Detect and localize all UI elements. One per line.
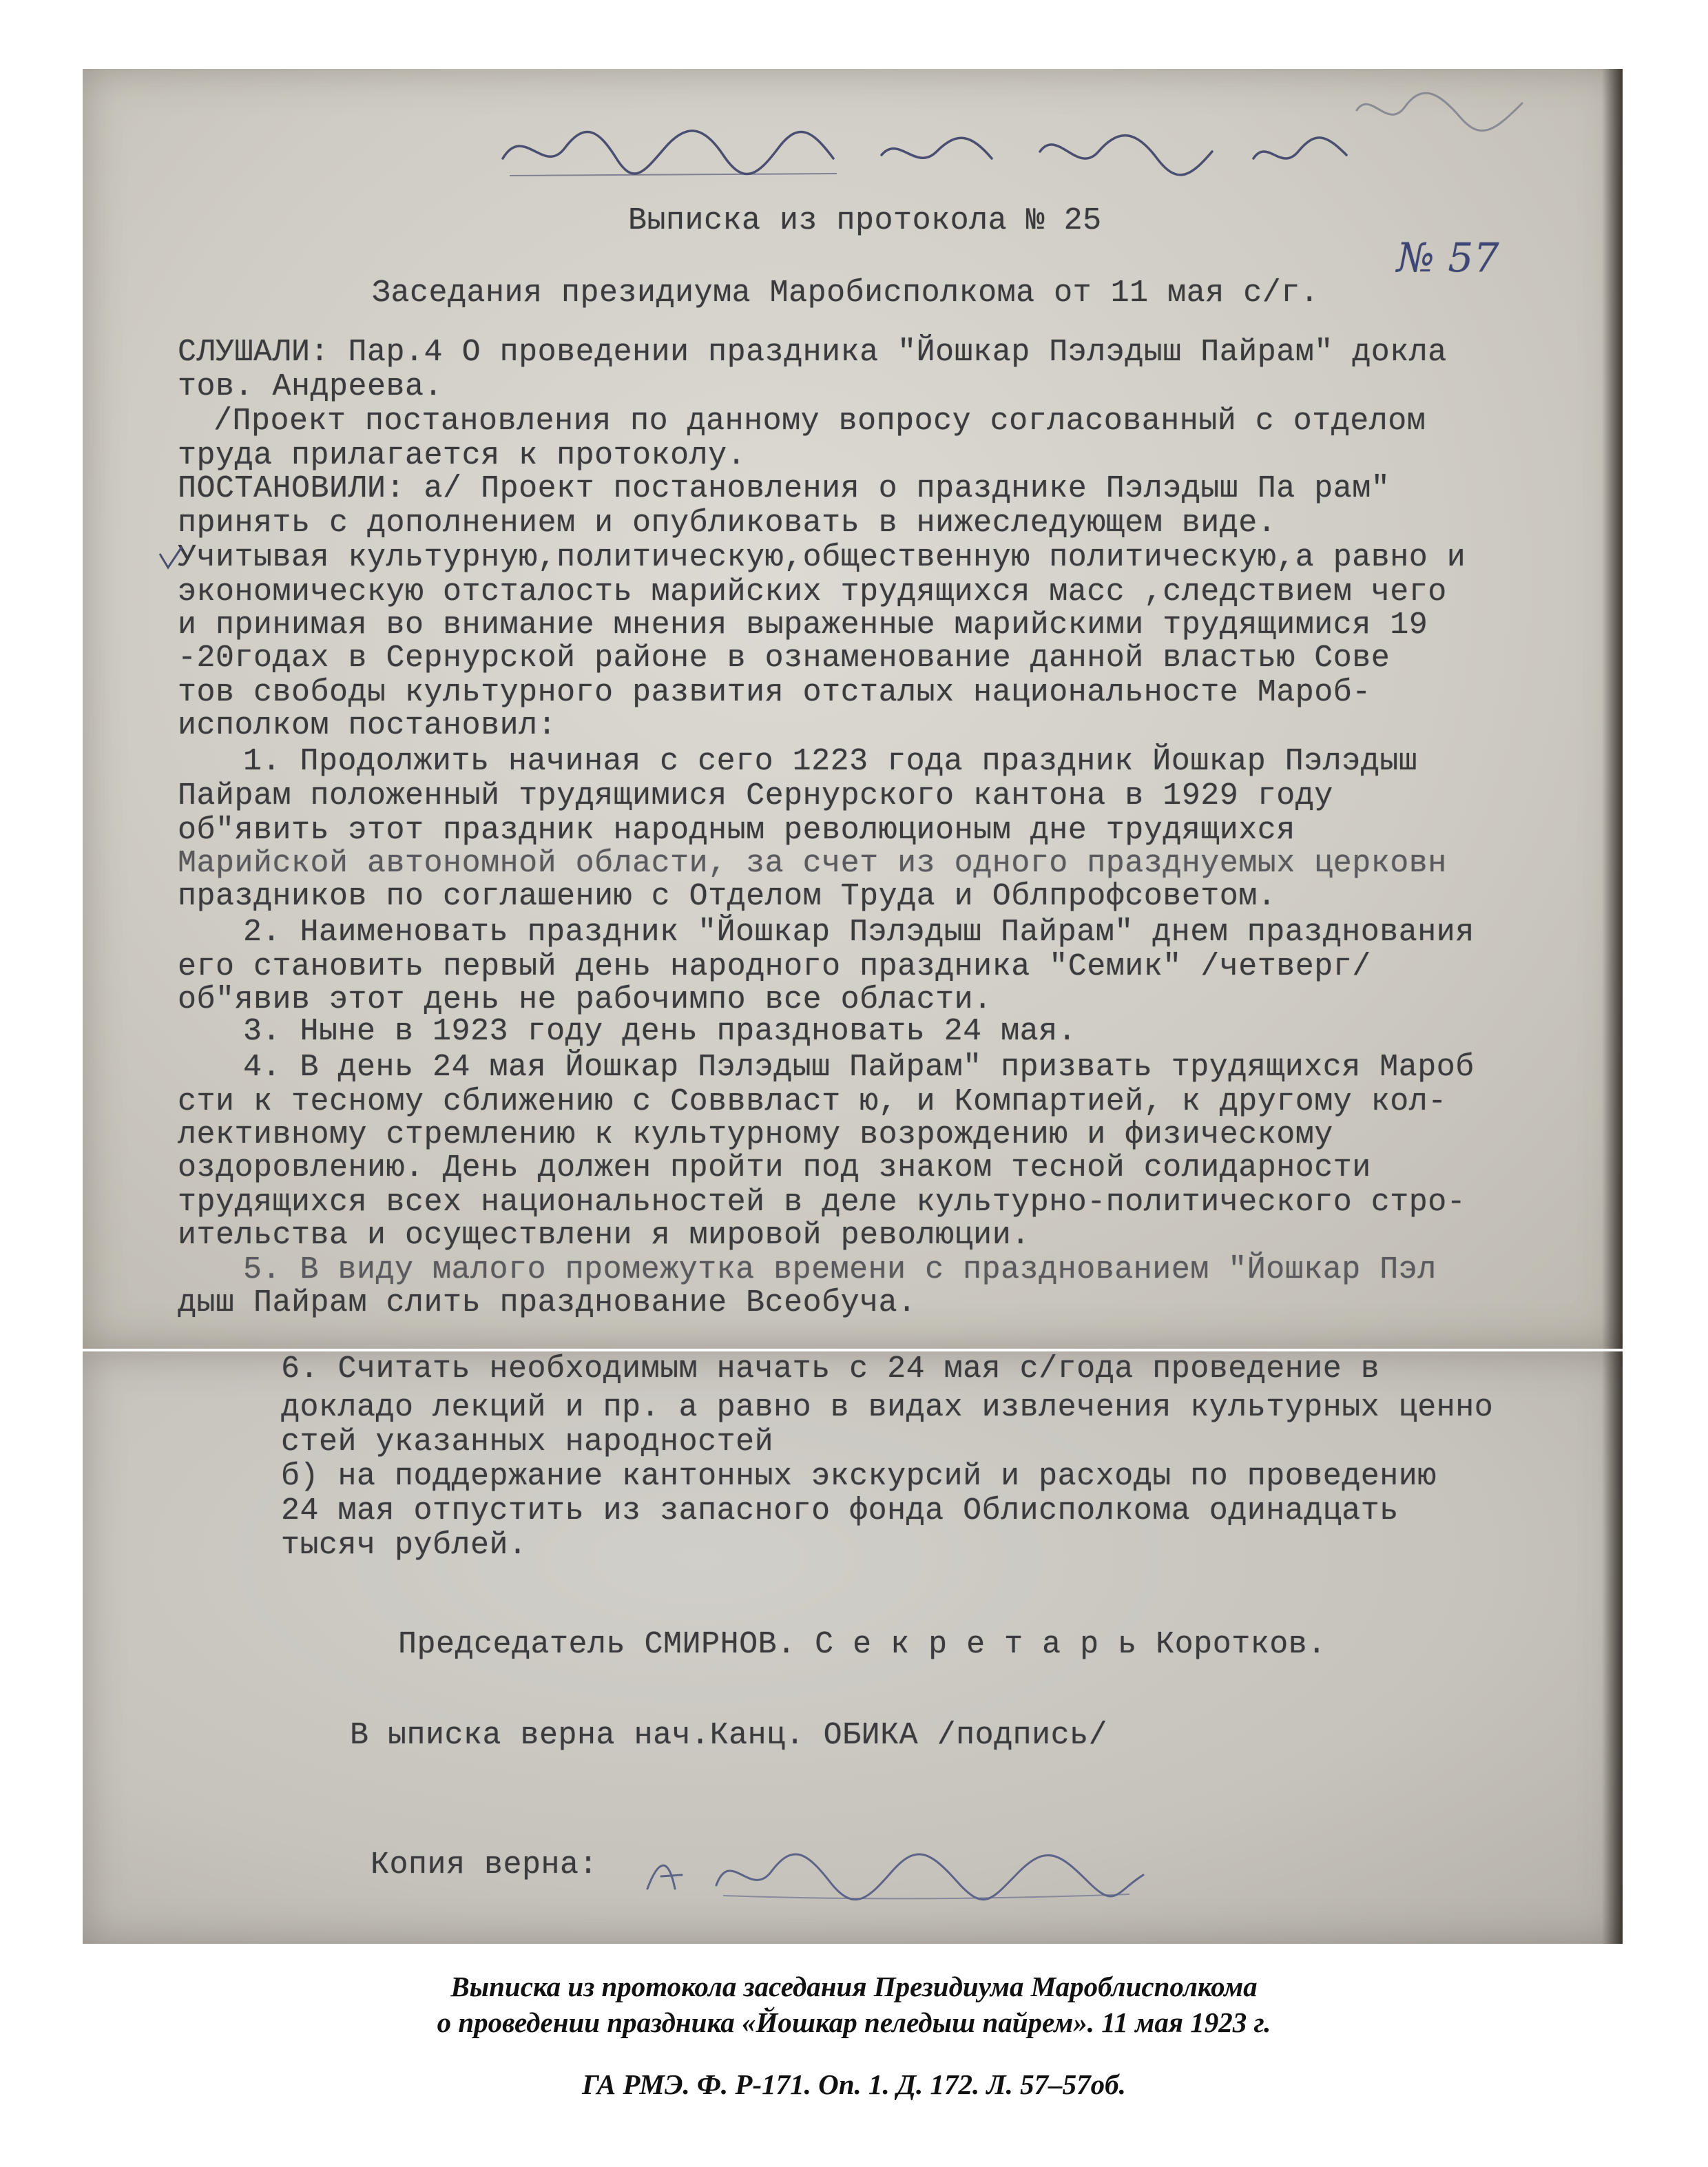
- handwritten-annotation: [496, 110, 1405, 193]
- text-line: дыш Пайрам слить празднование Всеобуча.: [178, 1285, 917, 1320]
- document-page-57-verso: [83, 1351, 1623, 1944]
- copy-certified-line: Копия верна:: [371, 1847, 598, 1883]
- document-page-57: [83, 69, 1623, 1349]
- document-caption: [0, 1969, 1708, 2102]
- text-line: исполком постановил:: [178, 708, 557, 743]
- text-line: 1. Продолжить начиная с сего 1223 года праздник Йошкар Пэлэдыш: [243, 744, 1418, 779]
- text-line: трудящихся всех национальностей в деле культурно-политического стро-: [178, 1185, 1466, 1220]
- caption-archive-reference: ГА РМЭ. Ф. Р-171. Оп. 1. Д. 172. Л. 57–57об.: [582, 2068, 1126, 2100]
- text-line: 6. Считать необходимым начать с 24 мая с/года проведение в: [281, 1351, 1380, 1387]
- text-line: сти к тесному сближению с Совввласт ю, и Компартией, к другому кол-: [178, 1084, 1447, 1119]
- text-line: об"явив этот день не рабочимпо все области.: [178, 982, 992, 1017]
- text-line: Марийской автономной области, за счет из одного празднуемых церковн: [178, 846, 1447, 881]
- text-line: докладо лекций и пр. а равно в видах извлечения культурных ценно: [281, 1390, 1494, 1425]
- text-line: оздоровлению. День должен пройти под знаком тесной солидарности: [178, 1150, 1371, 1185]
- text-line: б) на поддержание кантонных экскурсий и расходы по проведению: [281, 1459, 1437, 1494]
- text-line: его становить первый день народного праздника "Семик" /четверг/: [178, 949, 1371, 984]
- text-line: тов свободы культурного развития отсталых национальносте Мароб-: [178, 675, 1371, 710]
- text-line: тов. Андреева.: [178, 369, 444, 404]
- margin-check-mark: [157, 544, 185, 572]
- signatories-line: Председатель СМИРНОВ. С е к р е т а р ь Коротков.: [398, 1627, 1326, 1662]
- text-line: праздников по соглашению с Отделом Труда и Облпрофсоветом.: [178, 879, 1277, 914]
- text-line: ПОСТАНОВИЛИ: а/ Проект постановления о празднике Пэлэдыш Па рам": [178, 471, 1391, 506]
- caption-title-line-1: Выписка из протокола заседания Президиума Мароблисполкома: [450, 1971, 1258, 2002]
- signature: [634, 1834, 1157, 1909]
- text-line: Учитывая культурную,политическую,общественную политическую,а равно и: [178, 540, 1466, 575]
- text-line: тысяч рублей.: [281, 1528, 528, 1563]
- page-edge-shadow: [1602, 1351, 1623, 1944]
- text-line: /Проект постановления по данному вопросу согласованный с отделом: [214, 404, 1426, 439]
- text-line: -20годах в Сернурской районе в ознаменование данной властью Сове: [178, 641, 1391, 676]
- text-line: стей указанных народностей: [281, 1424, 774, 1460]
- page-edge-shadow: [1602, 69, 1623, 1349]
- text-line: экономическую отсталость марийских трудящихся масс ,следствием чего: [178, 574, 1447, 610]
- text-line: 4. В день 24 мая Йошкар Пэлэдыш Пайрам" призвать трудящихся Мароб: [243, 1050, 1475, 1085]
- text-line: 5. В виду малого промежутка времени с празднованием "Йошкар Пэл: [243, 1252, 1437, 1287]
- text-line: принять с дополнением и опубликовать в нижеследующем виде.: [178, 506, 1277, 541]
- meeting-line: Заседания президиума Маробисполкома от 11 мая с/г.: [372, 276, 1320, 311]
- text-line: Пайрам положенный трудящимися Сернурского кантона в 1929 году: [178, 778, 1333, 813]
- text-line: 2. Наименовать праздник "Йошкар Пэлэдыш Пайрам" днем празднования: [243, 915, 1475, 950]
- text-line: труда прилагается к протоколу.: [178, 438, 747, 473]
- text-line: и принимая во внимание мнения выраженные марийскими трудящимися 19: [178, 608, 1428, 643]
- text-line: ительства и осуществлени я мировой революции.: [178, 1218, 1030, 1253]
- page-number-mark: № 57: [1397, 234, 1500, 281]
- text-line: 3. Ныне в 1923 году день праздновать 24 мая.: [243, 1014, 1077, 1049]
- text-line: об"явить этот праздник народным революционым дне трудящихся: [178, 813, 1295, 848]
- text-line: 24 мая отпустить из запасного фонда Облисполкома одинадцать: [281, 1493, 1399, 1528]
- handwritten-corner-note: [1350, 83, 1536, 145]
- caption-title-line-2: о проведении праздника «Йошкар пеледыш пайрем». 11 мая 1923 г.: [437, 2007, 1271, 2038]
- certification-line: В ыписка верна нач.Канц. ОБИКА /подпись/: [350, 1718, 1108, 1753]
- document-heading: Выписка из протокола № 25: [628, 203, 1102, 238]
- text-line: СЛУШАЛИ: Пар.4 О проведении праздника "Йошкар Пэлэдыш Пайрам" докла: [178, 335, 1447, 370]
- text-line: лективному стремлению к культурному возрождению и физическому: [178, 1117, 1333, 1152]
